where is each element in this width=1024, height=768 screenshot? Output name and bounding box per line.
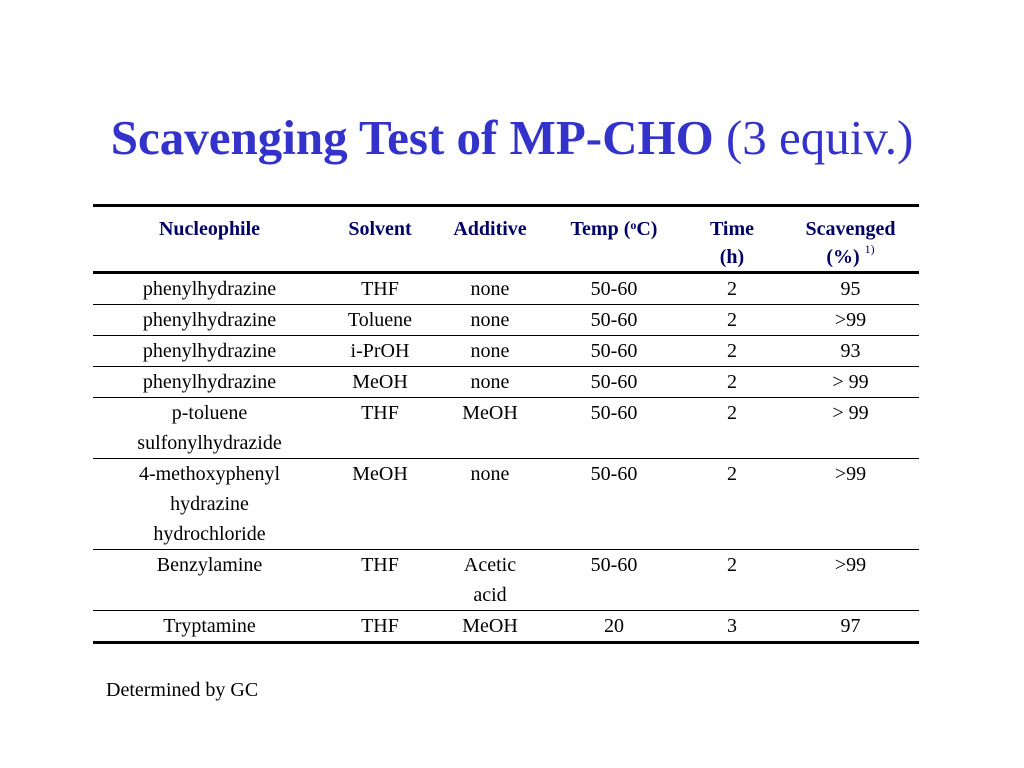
cell-line: phenylhydrazine xyxy=(142,340,277,362)
cell-nucleophile xyxy=(93,273,326,305)
table-row xyxy=(93,459,919,550)
cell-nucleophile xyxy=(93,611,326,643)
cell-additive xyxy=(434,398,546,459)
header-nucleophile: Nucleophile xyxy=(93,206,326,273)
cell-line: sulfonylhydrazide xyxy=(137,432,282,454)
cell-scavenged: 97 xyxy=(782,611,919,643)
title-subtitle: (3 equiv.) xyxy=(725,110,914,165)
degree-sign: o xyxy=(630,218,637,232)
header-scavenged xyxy=(782,206,919,273)
results-table xyxy=(93,204,919,644)
cell-nucleophile xyxy=(93,367,326,398)
header-temp-suffix: C) xyxy=(636,218,658,240)
cell-line: hydrazine xyxy=(170,493,249,515)
cell-time: 3 xyxy=(682,611,782,643)
cell-time: 2 xyxy=(682,336,782,367)
cell-solvent: Toluene xyxy=(326,305,434,336)
cell-temp: 50-60 xyxy=(546,367,682,398)
cell-nucleophile xyxy=(93,305,326,336)
cell-time: 2 xyxy=(682,273,782,305)
cell-line: MeOH xyxy=(462,615,518,637)
header-temp xyxy=(546,206,682,273)
cell-line: none xyxy=(470,371,510,393)
cell-line: none xyxy=(470,309,510,331)
cell-time: 2 xyxy=(682,550,782,611)
cell-additive xyxy=(434,367,546,398)
cell-solvent: THF xyxy=(326,273,434,305)
cell-line: phenylhydrazine xyxy=(142,278,277,300)
cell-nucleophile xyxy=(93,398,326,459)
cell-scavenged: >99 xyxy=(782,305,919,336)
table-row xyxy=(93,550,919,611)
cell-line: phenylhydrazine xyxy=(142,371,277,393)
cell-scavenged: 93 xyxy=(782,336,919,367)
cell-nucleophile xyxy=(93,459,326,550)
cell-scavenged: > 99 xyxy=(782,367,919,398)
table-row xyxy=(93,273,919,305)
table-row xyxy=(93,305,919,336)
cell-nucleophile xyxy=(93,550,326,611)
header-time-line2: (h) xyxy=(719,246,745,268)
cell-temp: 50-60 xyxy=(546,273,682,305)
cell-time: 2 xyxy=(682,398,782,459)
table-row xyxy=(93,398,919,459)
footnote: Determined by GC xyxy=(106,679,259,701)
cell-line: p-toluene xyxy=(171,402,248,424)
cell-line: hydrochloride xyxy=(153,523,266,545)
cell-additive xyxy=(434,273,546,305)
table-row xyxy=(93,367,919,398)
cell-time: 2 xyxy=(682,367,782,398)
header-scavenged-line1: Scavenged xyxy=(805,218,896,240)
table-row xyxy=(93,336,919,367)
cell-scavenged: >99 xyxy=(782,550,919,611)
cell-line: none xyxy=(470,340,510,362)
table-header-row xyxy=(93,206,919,273)
cell-scavenged: >99 xyxy=(782,459,919,550)
cell-line: none xyxy=(470,463,510,485)
cell-line: Acetic xyxy=(463,554,517,576)
cell-line: MeOH xyxy=(462,402,518,424)
cell-solvent: MeOH xyxy=(326,367,434,398)
header-time xyxy=(682,206,782,273)
cell-time: 2 xyxy=(682,305,782,336)
header-solvent: Solvent xyxy=(326,206,434,273)
cell-line: Benzylamine xyxy=(156,554,263,576)
cell-temp: 50-60 xyxy=(546,336,682,367)
cell-temp: 50-60 xyxy=(546,305,682,336)
cell-solvent: THF xyxy=(326,398,434,459)
cell-line: acid xyxy=(473,584,507,606)
cell-line: none xyxy=(470,278,510,300)
header-temp-prefix: Temp ( xyxy=(570,218,631,240)
cell-solvent: i-PrOH xyxy=(326,336,434,367)
cell-line: phenylhydrazine xyxy=(142,309,277,331)
slide-title xyxy=(0,108,1024,168)
cell-solvent: THF xyxy=(326,611,434,643)
cell-line: 4-methoxyphenyl xyxy=(138,463,281,485)
footnote-marker: 1) xyxy=(864,242,875,256)
cell-additive xyxy=(434,550,546,611)
cell-solvent: THF xyxy=(326,550,434,611)
cell-temp: 50-60 xyxy=(546,459,682,550)
cell-scavenged: 95 xyxy=(782,273,919,305)
header-time-line1: Time xyxy=(709,218,755,240)
cell-additive xyxy=(434,611,546,643)
cell-additive xyxy=(434,305,546,336)
table-body xyxy=(93,273,919,643)
cell-temp: 50-60 xyxy=(546,398,682,459)
cell-temp: 50-60 xyxy=(546,550,682,611)
cell-nucleophile xyxy=(93,336,326,367)
cell-temp: 20 xyxy=(546,611,682,643)
header-scavenged-line2: (%) xyxy=(826,246,860,268)
title-main: Scavenging Test of MP-CHO xyxy=(110,110,714,165)
cell-line: Tryptamine xyxy=(163,615,256,637)
cell-solvent: MeOH xyxy=(326,459,434,550)
cell-scavenged: > 99 xyxy=(782,398,919,459)
cell-additive xyxy=(434,336,546,367)
cell-time: 2 xyxy=(682,459,782,550)
table-row xyxy=(93,611,919,643)
cell-additive xyxy=(434,459,546,550)
header-additive: Additive xyxy=(434,206,546,273)
